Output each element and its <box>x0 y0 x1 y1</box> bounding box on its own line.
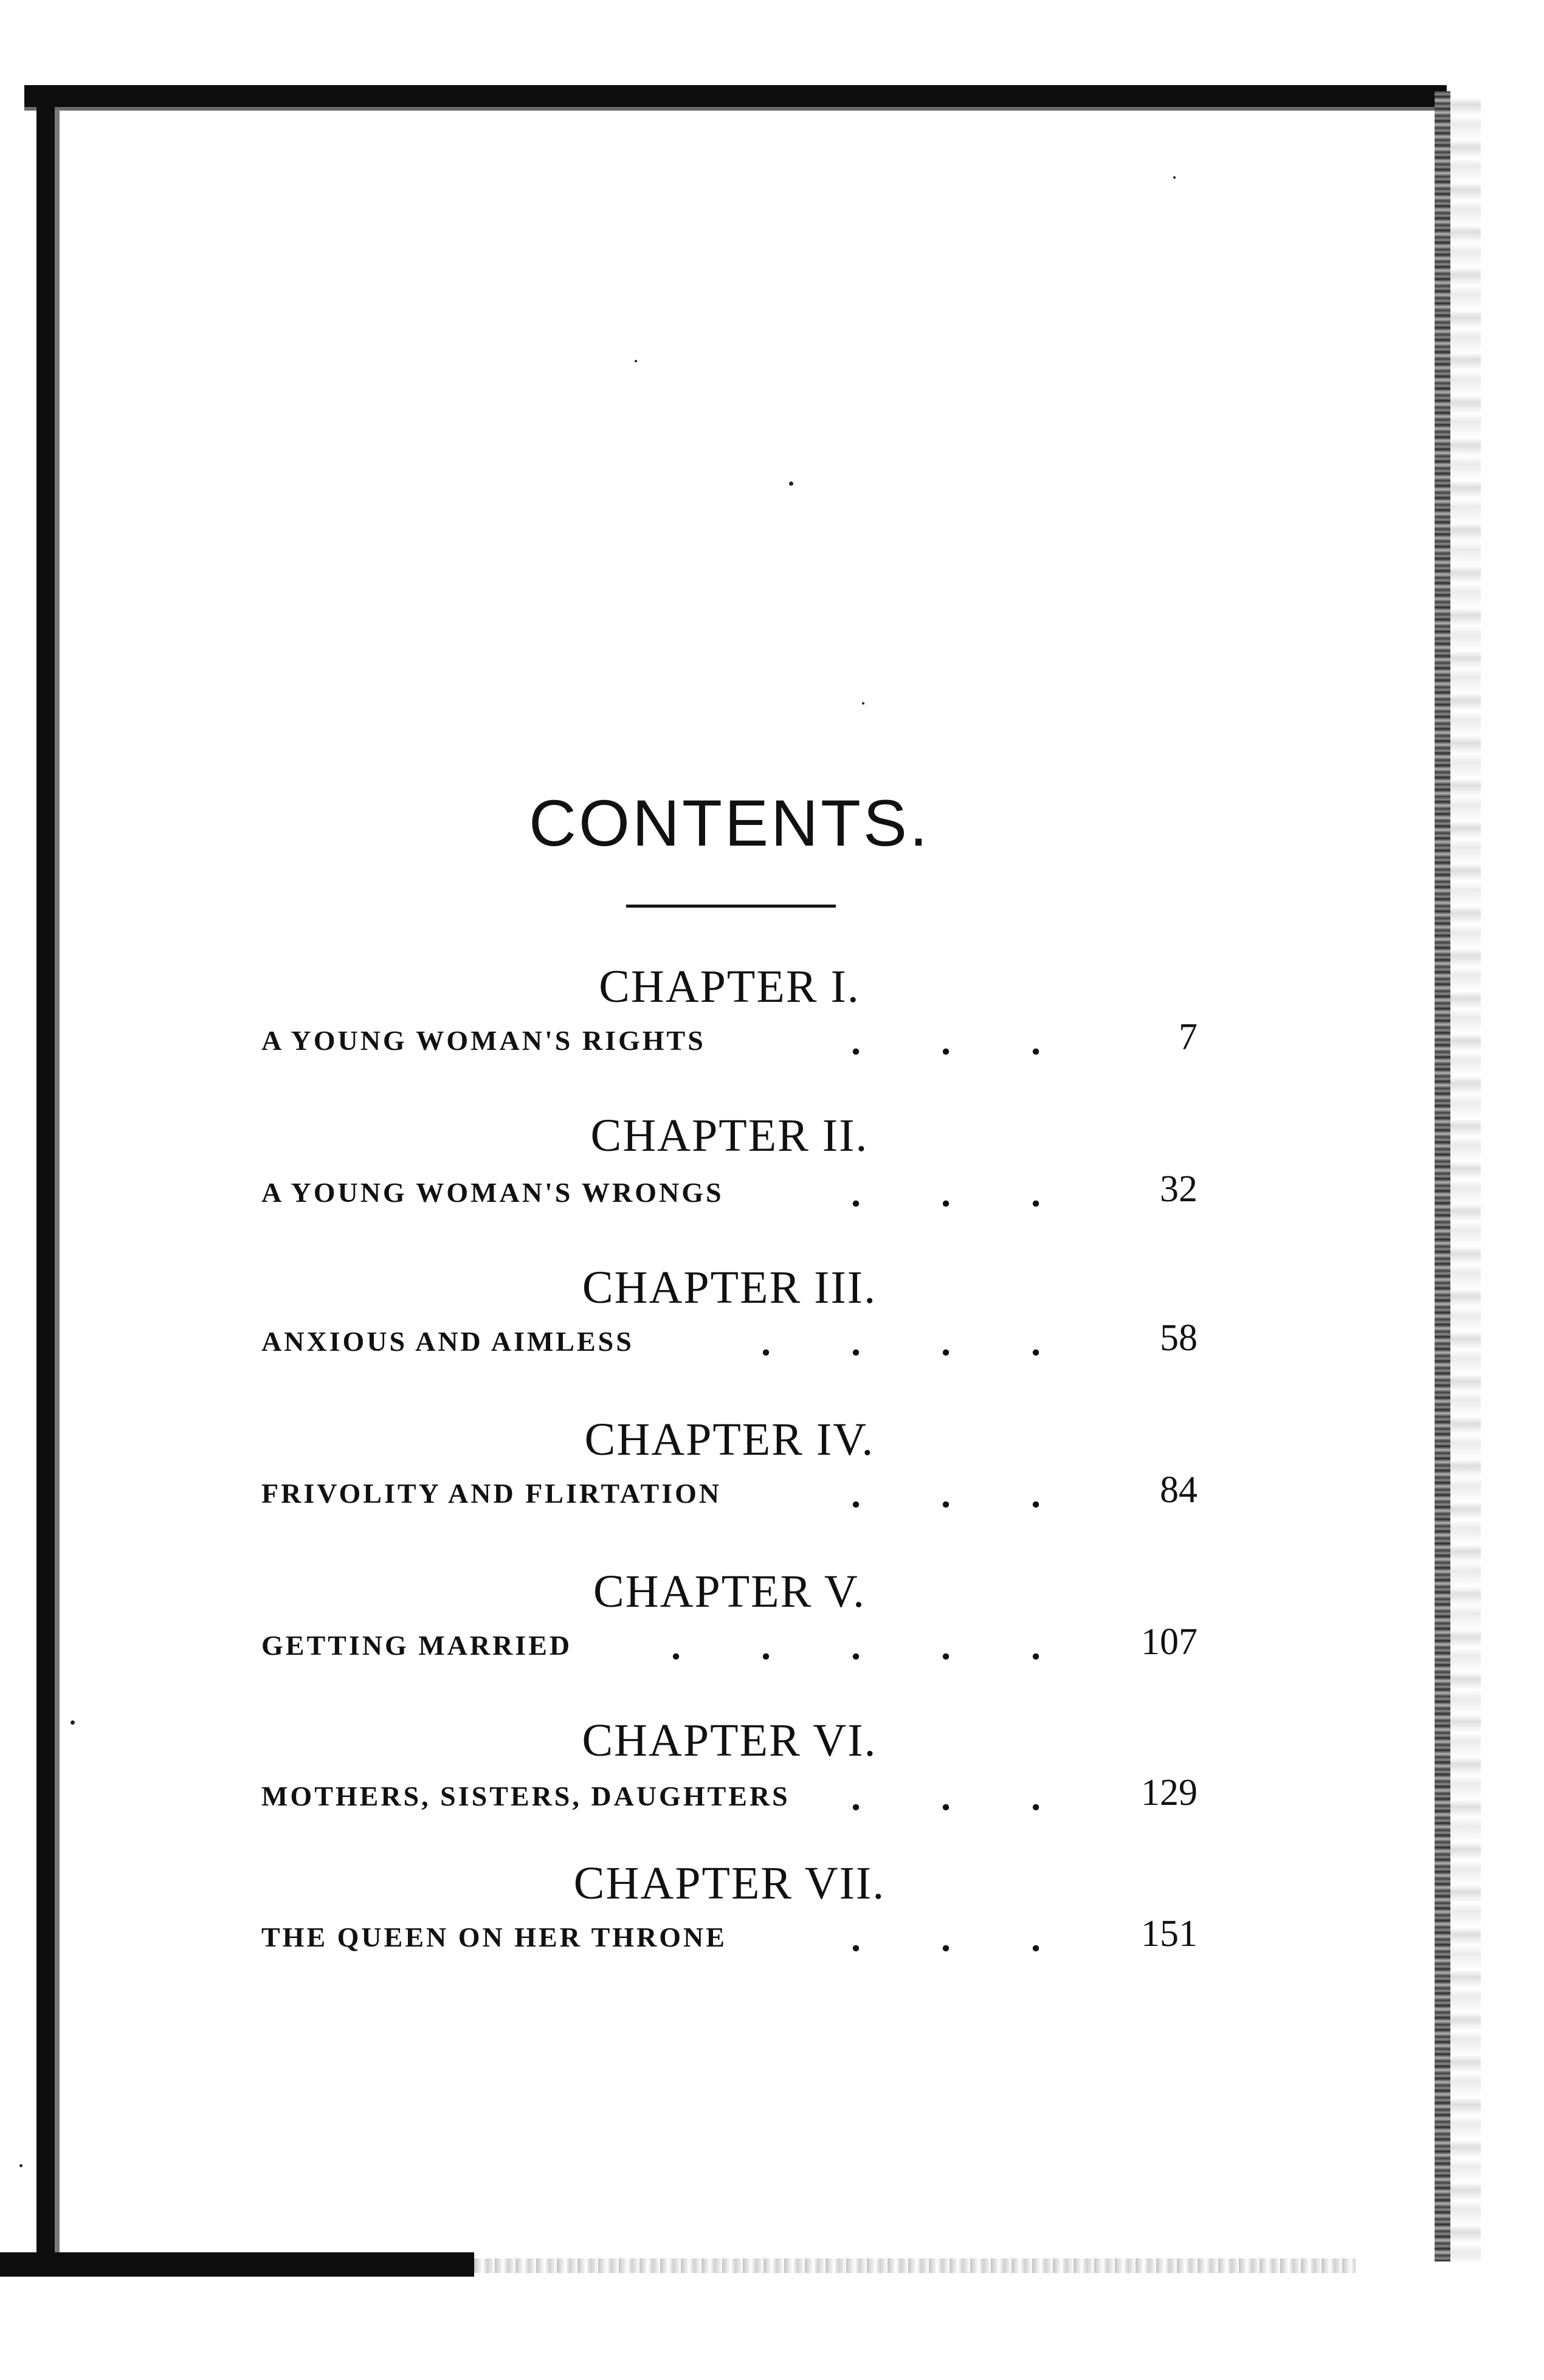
chapter-heading: CHAPTER VI. <box>582 1715 877 1766</box>
toc-entry <box>261 1623 1198 1672</box>
toc-entry <box>261 1018 1198 1067</box>
toc-entry-page: 84 <box>1160 1469 1198 1511</box>
page-border-top-edge <box>24 107 1447 111</box>
toc-entry-page: 107 <box>1141 1621 1198 1663</box>
scan-speck <box>1173 176 1176 179</box>
toc-entry-title: MOTHERS, SISTERS, DAUGHTERS <box>261 1781 790 1812</box>
page-border-bottom <box>0 2252 474 2277</box>
chapter-heading: CHAPTER III. <box>582 1262 877 1313</box>
toc-entry-leaders: . . . . <box>761 1320 1076 1364</box>
page-border-bottom-noise <box>474 2258 1356 2273</box>
toc-entry-page: 7 <box>1179 1016 1198 1058</box>
page-border-left-shadow <box>55 109 60 2261</box>
page-border-top <box>24 85 1447 107</box>
toc-entry-leaders: . . . <box>851 1472 1076 1516</box>
chapter-heading: CHAPTER II. <box>590 1110 869 1161</box>
toc-entry <box>261 1915 1198 1964</box>
toc-entry-leaders: . . . <box>851 1019 1076 1063</box>
toc-entry-page: 32 <box>1160 1168 1198 1210</box>
title-divider <box>626 905 836 908</box>
book-spine-edge <box>1435 91 1450 2261</box>
scan-speck <box>635 360 637 362</box>
toc-entry <box>261 1471 1198 1520</box>
toc-entry-leaders: . . . <box>851 1916 1076 1959</box>
toc-entry-title: ANXIOUS AND AIMLESS <box>261 1326 634 1357</box>
toc-entry <box>261 1774 1198 1823</box>
toc-entry-page: 129 <box>1141 1772 1198 1813</box>
toc-entry <box>261 1170 1198 1219</box>
toc-entry-title: THE QUEEN ON HER THRONE <box>261 1922 727 1953</box>
toc-entry-leaders: . . . <box>851 1775 1076 1818</box>
page-border-left <box>36 97 55 2261</box>
toc-entry <box>261 1319 1198 1368</box>
scan-speck <box>19 2164 22 2167</box>
toc-entry-leaders: . . . <box>851 1171 1076 1215</box>
chapter-heading: CHAPTER IV. <box>584 1414 875 1465</box>
chapter-heading: CHAPTER I. <box>599 961 860 1012</box>
chapter-heading: CHAPTER V. <box>593 1566 866 1617</box>
toc-entry-leaders: . . . . . <box>671 1624 1076 1668</box>
page-edge-noise <box>1450 97 1481 2261</box>
page-title: CONTENTS. <box>528 786 930 860</box>
toc-entry-page: 58 <box>1160 1317 1198 1359</box>
scan-speck <box>789 481 793 486</box>
toc-entry-title: A YOUNG WOMAN'S RIGHTS <box>261 1025 706 1056</box>
chapter-heading: CHAPTER VII. <box>573 1858 886 1909</box>
toc-entry-title: A YOUNG WOMAN'S WRONGS <box>261 1177 724 1208</box>
scan-speck <box>862 702 864 705</box>
toc-entry-title: GETTING MARRIED <box>261 1630 573 1661</box>
toc-entry-title: FRIVOLITY AND FLIRTATION <box>261 1478 722 1509</box>
toc-entry-page: 151 <box>1141 1913 1198 1954</box>
